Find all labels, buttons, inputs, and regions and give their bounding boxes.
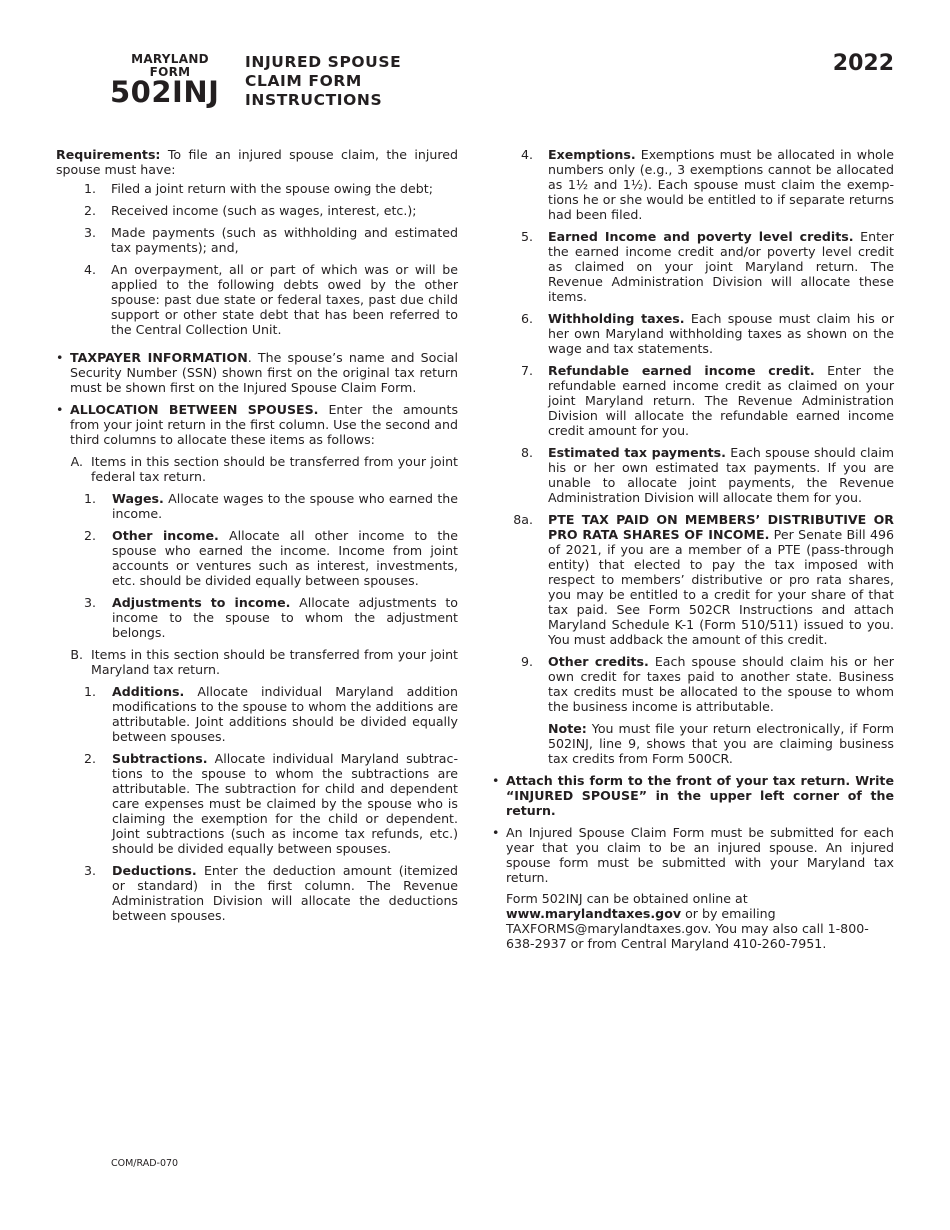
allocation-label: ALLOCATION BETWEEN SPOUSES. <box>70 402 319 417</box>
bullet: • <box>492 825 500 840</box>
allocation-item <box>492 229 894 304</box>
requirements-intro <box>56 147 458 177</box>
submit-text: An Injured Spouse Claim Form must be submitted for each year that you claim to be an injured spouse. An injured spouse form must be submitted with your Maryland tax return. <box>506 825 894 885</box>
list-number: 4. <box>520 147 533 162</box>
list-number: 2. <box>83 528 96 543</box>
item-text: Enter the deduction amount (itemized or standard) in the first column. The Revenue Administration Division will allocate the deductions between spouses. <box>112 863 458 923</box>
item-label: Subtractions. <box>112 751 208 766</box>
section-b-item <box>56 684 458 744</box>
allocation-between-spouses <box>56 402 458 447</box>
requirement-text: Filed a joint return with the spouse owing the debt; <box>111 181 433 196</box>
form-title-line: INSTRUCTIONS <box>245 91 383 109</box>
taxpayer-label: TAXPAYER INFORMATION <box>70 350 248 365</box>
requirement-item <box>56 262 458 337</box>
requirement-item <box>56 181 458 196</box>
section-a-item <box>56 491 458 521</box>
list-number: 2. <box>83 751 96 766</box>
section-b <box>56 647 458 677</box>
form-word-label: FORM <box>149 65 191 79</box>
bullet: • <box>56 350 64 365</box>
attach-instruction <box>492 773 894 818</box>
bullet: • <box>56 402 64 417</box>
requirement-item <box>56 203 458 218</box>
item-text: Per Senate Bill 496 of 2021, if you are a member of a PTE (pass-through entity) that elected to pay the tax imposed with respect to members’ distributive or pro rata shares, you may be entitled to a credit for your share of that tax paid. See Form 502CR Instructions and attach Maryland Schedule K-1 (Form 510/511) issued to you. You must addback the amount of this credit. <box>548 527 894 647</box>
left-column <box>56 147 458 923</box>
requirements-label: Requirements: <box>56 147 161 162</box>
section-b-item <box>56 863 458 923</box>
requirement-item <box>56 225 458 255</box>
website-link[interactable]: www.marylandtaxes.gov <box>506 906 682 921</box>
submit-instruction <box>492 825 894 885</box>
item-text: Each spouse should claim his or her own credit for taxes paid to another state. Business tax credits must be allocated to the spouse to whom the business income is attributable. <box>548 654 894 714</box>
taxpayer-information <box>56 350 458 395</box>
form-code: COM/RAD-070 <box>111 1158 179 1169</box>
obtain-text: or by emailing <box>681 906 776 921</box>
item-label: Exemptions. <box>548 147 636 162</box>
list-number: 3. <box>83 225 96 240</box>
item-text: Allocate individual Maryland subtractions to the spouse to whom the subtractions are attributable. The subtraction for child and dependent care expenses must be claimed by the spouse who is claiming the exemption for the child or dependent. Joint subtractions (such as income tax refunds, etc.) should be divided equally between spouses. <box>112 751 458 856</box>
item-label: Deductions. <box>112 863 197 878</box>
section-a-item <box>56 595 458 640</box>
item-text: Enter the earned income credit and/or poverty level credit as claimed on your joint Maryland return. The Revenue Administration Division will allocate these items. <box>548 229 894 304</box>
form-state-label: MARYLAND <box>131 52 209 66</box>
allocation-item <box>492 512 894 647</box>
list-number: 6. <box>520 311 533 326</box>
note-label: Note: <box>548 721 587 736</box>
allocation-item <box>492 311 894 356</box>
section-letter: A. <box>70 454 83 469</box>
item-label: Adjustments to income. <box>112 595 291 610</box>
item-label: Additions. <box>112 684 185 699</box>
requirements-text: To file an injured spouse claim, the injured spouse must have: <box>56 147 458 177</box>
obtain-contact: TAXFORMS@marylandtaxes.gov. You may also call 1-800-638-2937 or from Central Maryland 410-260-7951. <box>506 921 869 951</box>
note-electronic-filing <box>492 721 894 766</box>
section-b-item <box>56 751 458 856</box>
item-text: Allocate individual Maryland addition modifications to the spouse to whom the additions are attributable. Joint additions should be divided equally between spouses. <box>112 684 458 744</box>
item-label: PTE TAX PAID ON MEMBERS’ DISTRIBUTIVE OR PRO RATA SHARES OF INCOME. <box>548 512 894 542</box>
section-a-text: Items in this section should be transferred from your joint federal tax return. <box>91 454 458 484</box>
form-title-line: CLAIM FORM <box>245 72 362 90</box>
section-letter: B. <box>70 647 83 662</box>
section-b-text: Items in this section should be transferred from your joint Maryland tax return. <box>91 647 458 677</box>
list-number: 8a. <box>513 512 533 527</box>
right-column <box>492 147 894 951</box>
item-label: Earned Income and poverty level credits. <box>548 229 854 244</box>
note-text: You must file your return electronically, if Form 502INJ, line 9, shows that you are claiming business tax credits from Form 500CR. <box>548 721 894 766</box>
taxpayer-text: . The spouse’s name and Social Security Number (SSN) shown first on the original tax return must be shown first on the Injured Spouse Claim Form. <box>70 350 458 395</box>
list-number: 3. <box>83 863 96 878</box>
section-a-item <box>56 528 458 588</box>
bullet: • <box>492 773 500 788</box>
item-text: Allocate wages to the spouse who earned the income. <box>112 491 458 521</box>
item-label: Wages. <box>112 491 164 506</box>
item-text: Allocate adjustments to income to the spouse to whom the adjustment belongs. <box>112 595 458 640</box>
requirement-text: An overpayment, all or part of which was or will be applied to the following debts owed by the other spouse: past due state or federal taxes, past due child support or other state debt that has been referred to the Central Collection Unit. <box>111 262 458 337</box>
item-label: Refundable earned income credit. <box>548 363 815 378</box>
obtain-form-info <box>492 891 894 951</box>
item-label: Other credits. <box>548 654 649 669</box>
item-text: Exemptions must be allocated in whole numbers only (e.g., 3 exemptions cannot be allocated as 1½ and 1½). Each spouse must claim the exemptions he or she would be entitled to if separate returns had been filed. <box>548 147 894 222</box>
obtain-website-line <box>506 906 894 921</box>
list-number: 1. <box>83 181 96 196</box>
allocation-item <box>492 445 894 505</box>
item-label: Estimated tax payments. <box>548 445 726 460</box>
tax-year: 2022 <box>832 51 894 76</box>
item-label: Withholding taxes. <box>548 311 685 326</box>
allocation-text: Enter the amounts from your joint return in the first column. Use the second and third columns to allocate these items as follows: <box>70 402 459 447</box>
list-number: 1. <box>83 684 96 699</box>
list-number: 4. <box>83 262 96 277</box>
obtain-text: Form 502INJ can be obtained online at <box>506 891 748 906</box>
allocation-item <box>492 363 894 438</box>
list-number: 8. <box>520 445 533 460</box>
item-label: Other income. <box>112 528 219 543</box>
form-title-line: INJURED SPOUSE <box>245 53 402 71</box>
item-text: Allocate all other income to the spouse who earned the income. Income from joint accounts or ventures such as interest, investments, etc. should be divided equally between spouses. <box>112 528 458 588</box>
requirement-text: Received income (such as wages, interest, etc.); <box>111 203 417 218</box>
attach-text: Attach this form to the front of your tax return. Write “INJURED SPOUSE” in the upper left corner of the return. <box>506 773 894 818</box>
list-number: 5. <box>520 229 533 244</box>
item-text: Enter the refundable earned income credit as claimed on your joint Maryland return. The Revenue Administration Division will allocate the refundable earned income credit amount for you. <box>548 363 894 438</box>
allocation-item <box>492 147 894 222</box>
item-text: Each spouse must claim his or her own Maryland withholding taxes as shown on the wage and tax statements. <box>548 311 894 356</box>
list-number: 3. <box>83 595 96 610</box>
list-number: 7. <box>520 363 533 378</box>
allocation-item <box>492 654 894 714</box>
list-number: 9. <box>520 654 533 669</box>
form-title <box>245 53 401 110</box>
item-text: Each spouse should claim his or her own estimated tax payments. If you are unable to allocate joint payments, the Revenue Administration Division will allocate them for you. <box>548 445 894 505</box>
list-number: 1. <box>83 491 96 506</box>
section-a <box>56 454 458 484</box>
list-number: 2. <box>83 203 96 218</box>
form-number: 502INJ <box>110 75 220 109</box>
requirement-text: Made payments (such as withholding and estimated tax payments); and, <box>111 225 458 255</box>
